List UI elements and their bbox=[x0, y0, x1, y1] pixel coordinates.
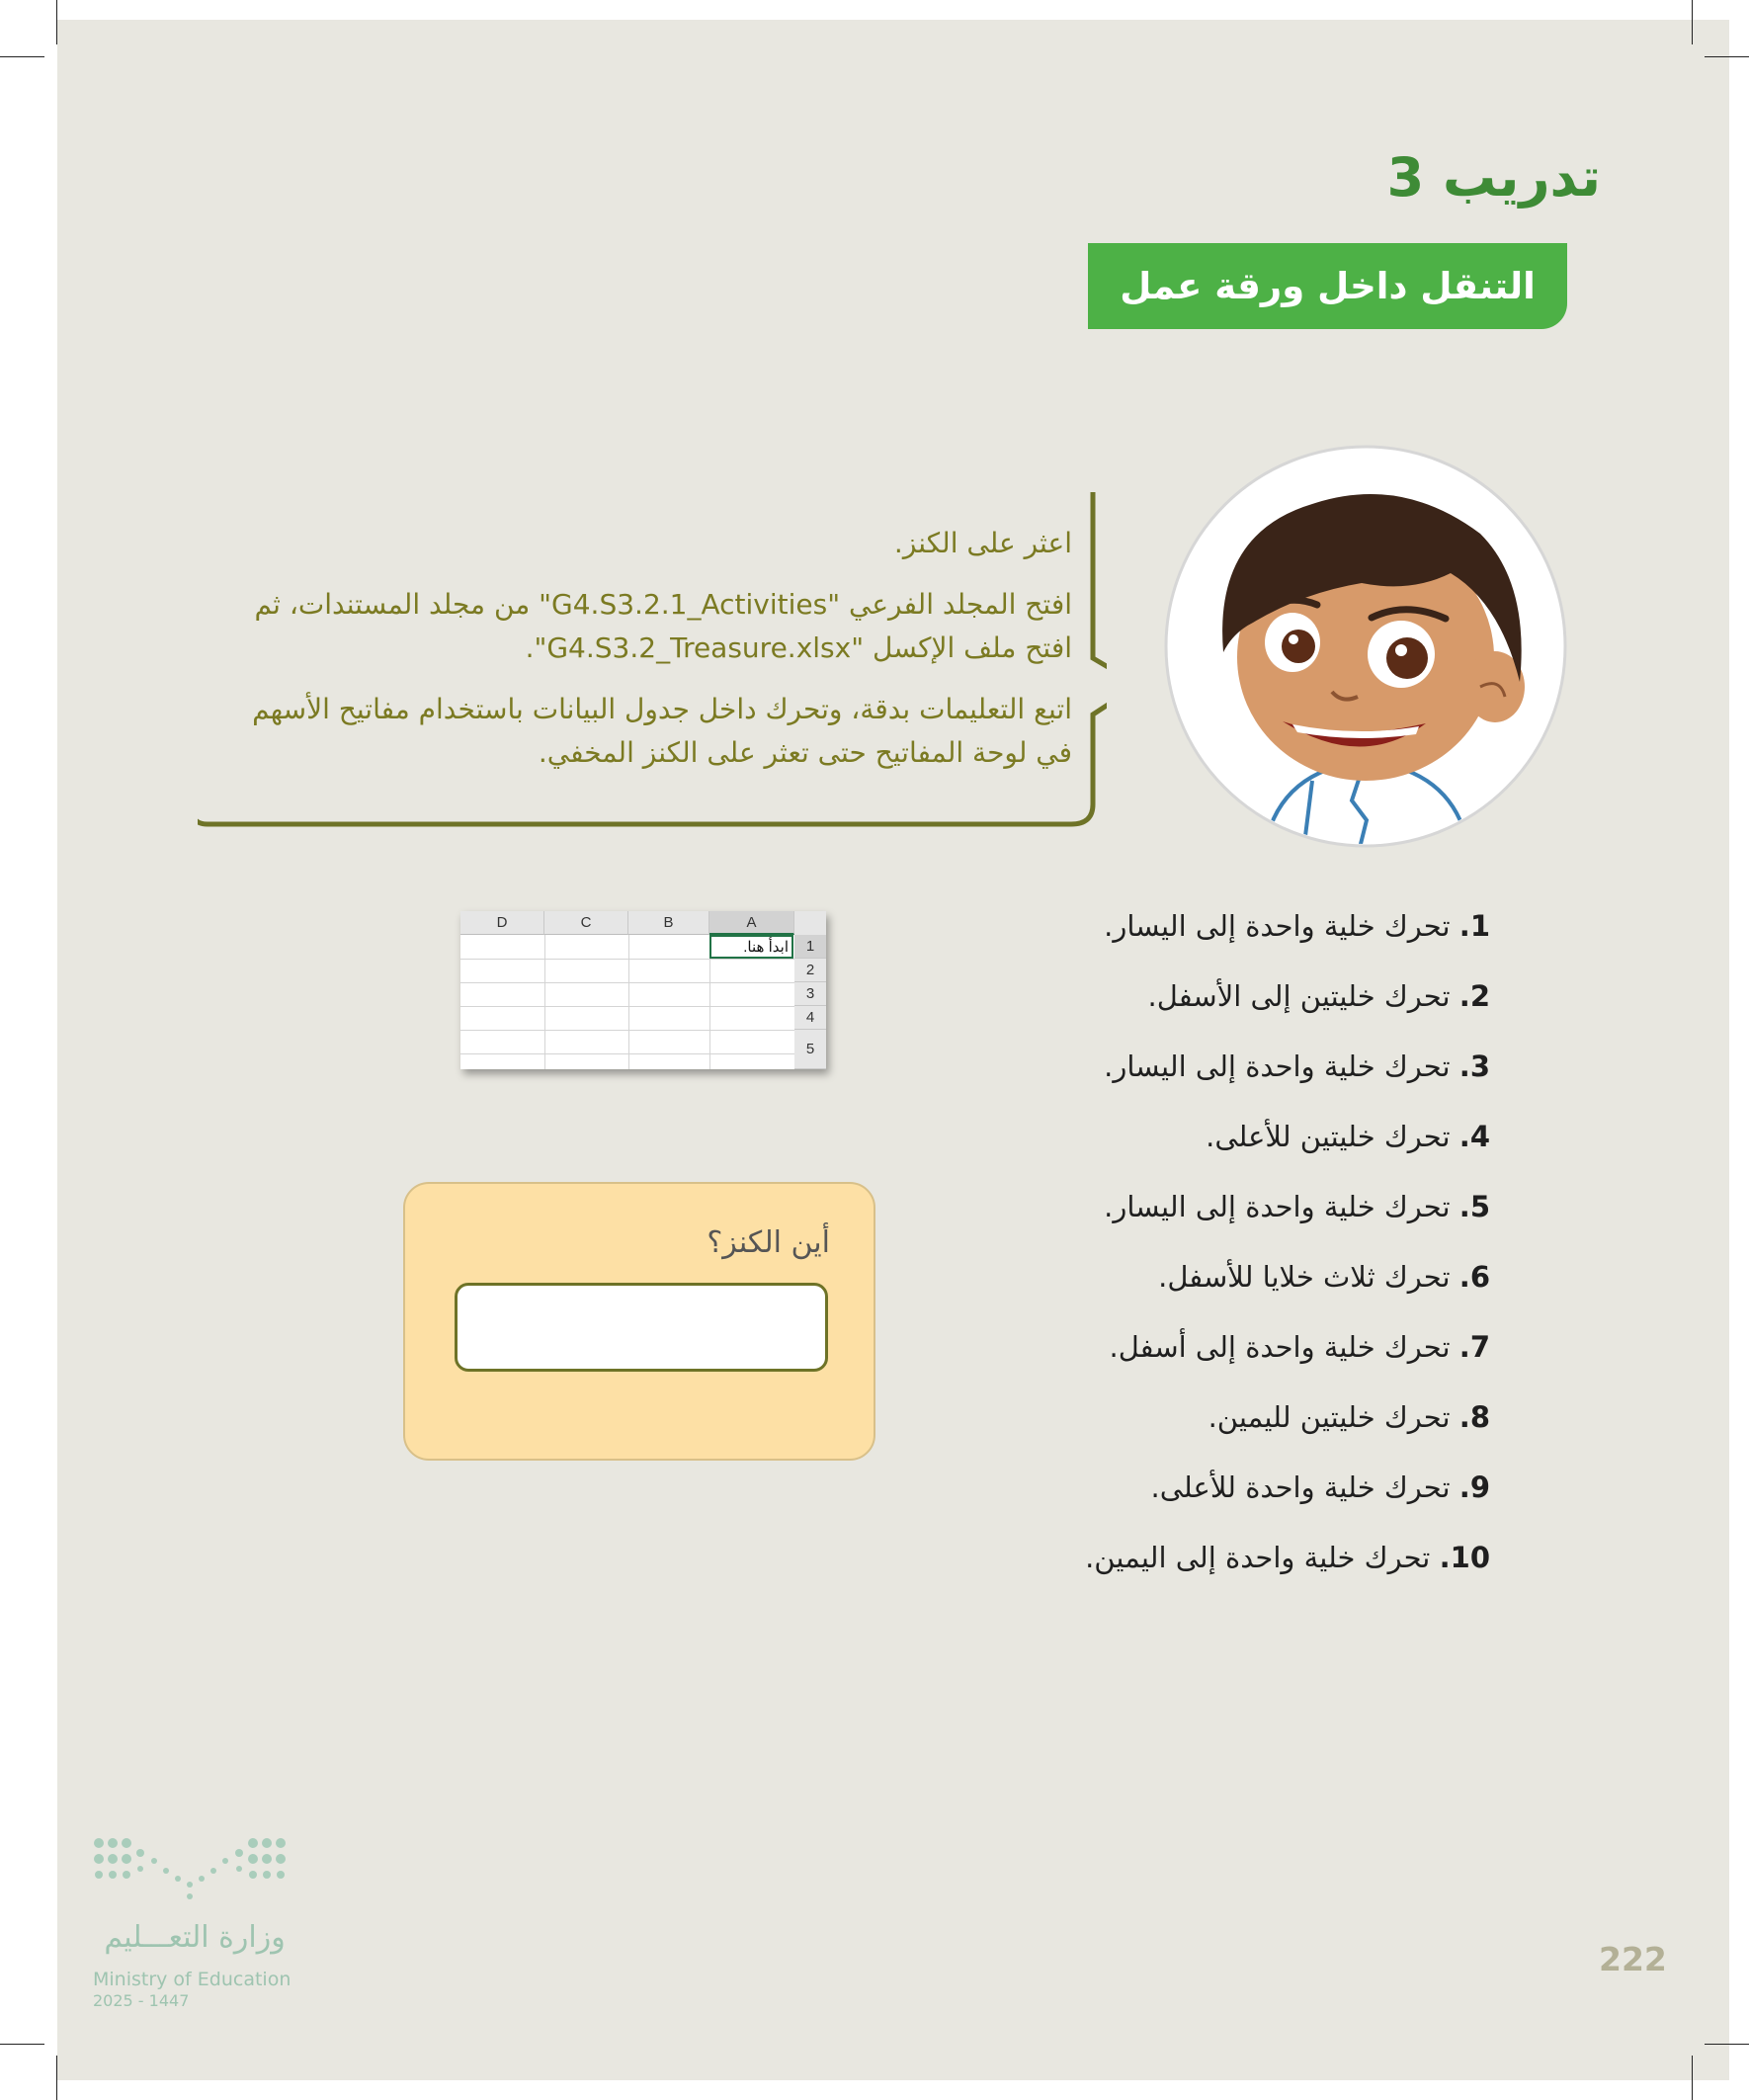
step-item bbox=[937, 899, 1490, 969]
grid-line bbox=[460, 1006, 794, 1007]
step-text: تحرك خليتين لليمين. bbox=[1208, 1400, 1459, 1434]
step-number: 5. bbox=[1458, 1190, 1490, 1223]
step-item bbox=[937, 1250, 1490, 1320]
instruction-follow-steps: اتبع التعليمات بدقة، وتحرك داخل جدول البيانات باستخدام مفاتيح الأسهم في لوحة المفاتيح حتى تعثر على الكنز المخفي. bbox=[252, 693, 1072, 769]
step-text: تحرك خلية واحدة إلى اليسار. bbox=[1104, 909, 1459, 943]
step-text: تحرك خلية واحدة إلى أسفل. bbox=[1109, 1330, 1459, 1364]
crop-mark bbox=[56, 0, 57, 44]
step-item bbox=[937, 1110, 1490, 1180]
instruction-find-treasure: اعثر على الكنز. bbox=[893, 527, 1072, 559]
grid-line bbox=[460, 982, 794, 983]
step-item bbox=[937, 1180, 1490, 1250]
step-number: 4. bbox=[1458, 1120, 1490, 1153]
crop-mark bbox=[1692, 0, 1693, 44]
start-cell-a1: ابدأ هنا. bbox=[709, 935, 793, 959]
step-item bbox=[937, 1390, 1490, 1461]
step-item bbox=[937, 1531, 1490, 1601]
column-header-b: B bbox=[628, 911, 709, 935]
crop-mark bbox=[1705, 56, 1749, 57]
steps-list bbox=[937, 899, 1490, 1601]
step-text: تحرك خلية واحدة إلى اليسار. bbox=[1104, 1190, 1459, 1223]
step-text: تحرك خلية واحدة إلى اليسار. bbox=[1104, 1050, 1459, 1083]
row-header-2: 2 bbox=[794, 959, 826, 982]
grid-line bbox=[628, 935, 629, 1069]
step-number: 8. bbox=[1458, 1400, 1490, 1434]
answer-card bbox=[403, 1182, 875, 1461]
exercise-title: تدريب 3 bbox=[1386, 146, 1601, 209]
step-number: 7. bbox=[1458, 1330, 1490, 1364]
step-text: تحرك خليتين للأعلى. bbox=[1206, 1120, 1459, 1153]
step-text: تحرك ثلاث خلايا للأسفل. bbox=[1158, 1260, 1459, 1294]
crop-mark bbox=[56, 2056, 57, 2100]
step-number: 10. bbox=[1439, 1541, 1490, 1574]
grid-line bbox=[460, 959, 794, 960]
crop-mark bbox=[0, 2044, 44, 2045]
column-header-d: D bbox=[460, 911, 544, 935]
step-item bbox=[937, 1320, 1490, 1390]
step-item bbox=[937, 1461, 1490, 1531]
grid-line bbox=[460, 1053, 794, 1054]
answer-input[interactable] bbox=[455, 1283, 828, 1372]
row-header-5: 5 bbox=[794, 1030, 826, 1069]
step-item bbox=[937, 969, 1490, 1040]
instructions-text bbox=[212, 522, 1072, 793]
answer-question: أين الكنز؟ bbox=[707, 1225, 830, 1260]
instruction-open-file: افتح المجلد الفرعي "G4.S3.2.1_Activities" من مجلد المستندات، ثم افتح ملف الإكسل "G4.S3.2_Treasure.xlsx". bbox=[254, 588, 1072, 664]
ministry-name-en: Ministry of Education bbox=[93, 1969, 292, 1990]
column-header-a: A bbox=[709, 911, 794, 935]
row-header-4: 4 bbox=[794, 1006, 826, 1030]
step-number: 1. bbox=[1458, 909, 1490, 943]
row-header-3: 3 bbox=[794, 982, 826, 1006]
grid-line bbox=[544, 935, 545, 1069]
ministry-logo-dots-icon bbox=[91, 1833, 298, 1902]
ministry-logo bbox=[91, 1833, 308, 2021]
row-header-1: 1 bbox=[794, 935, 826, 959]
step-number: 9. bbox=[1458, 1470, 1490, 1504]
step-number: 2. bbox=[1458, 979, 1490, 1013]
exercise-banner: التنقل داخل ورقة عمل bbox=[1088, 243, 1567, 329]
step-number: 6. bbox=[1458, 1260, 1490, 1294]
grid-line bbox=[460, 1030, 794, 1031]
ministry-year: 2025 - 1447 bbox=[93, 1991, 190, 2010]
step-text: تحرك خلية واحدة إلى اليمين. bbox=[1085, 1541, 1440, 1574]
step-number: 3. bbox=[1458, 1050, 1490, 1083]
boy-avatar-icon bbox=[1164, 445, 1567, 848]
crop-mark bbox=[0, 56, 44, 57]
step-item bbox=[937, 1040, 1490, 1110]
crop-mark bbox=[1705, 2044, 1749, 2045]
page-number: 222 bbox=[1599, 1940, 1667, 1978]
ministry-name-ar: وزارة التعـــليم bbox=[104, 1920, 286, 1955]
spreadsheet-preview bbox=[460, 911, 826, 1069]
step-text: تحرك خليتين إلى الأسفل. bbox=[1147, 979, 1459, 1013]
select-all-corner bbox=[794, 911, 826, 935]
crop-mark bbox=[1692, 2056, 1693, 2100]
step-text: تحرك خلية واحدة للأعلى. bbox=[1150, 1470, 1459, 1504]
column-header-c: C bbox=[544, 911, 628, 935]
